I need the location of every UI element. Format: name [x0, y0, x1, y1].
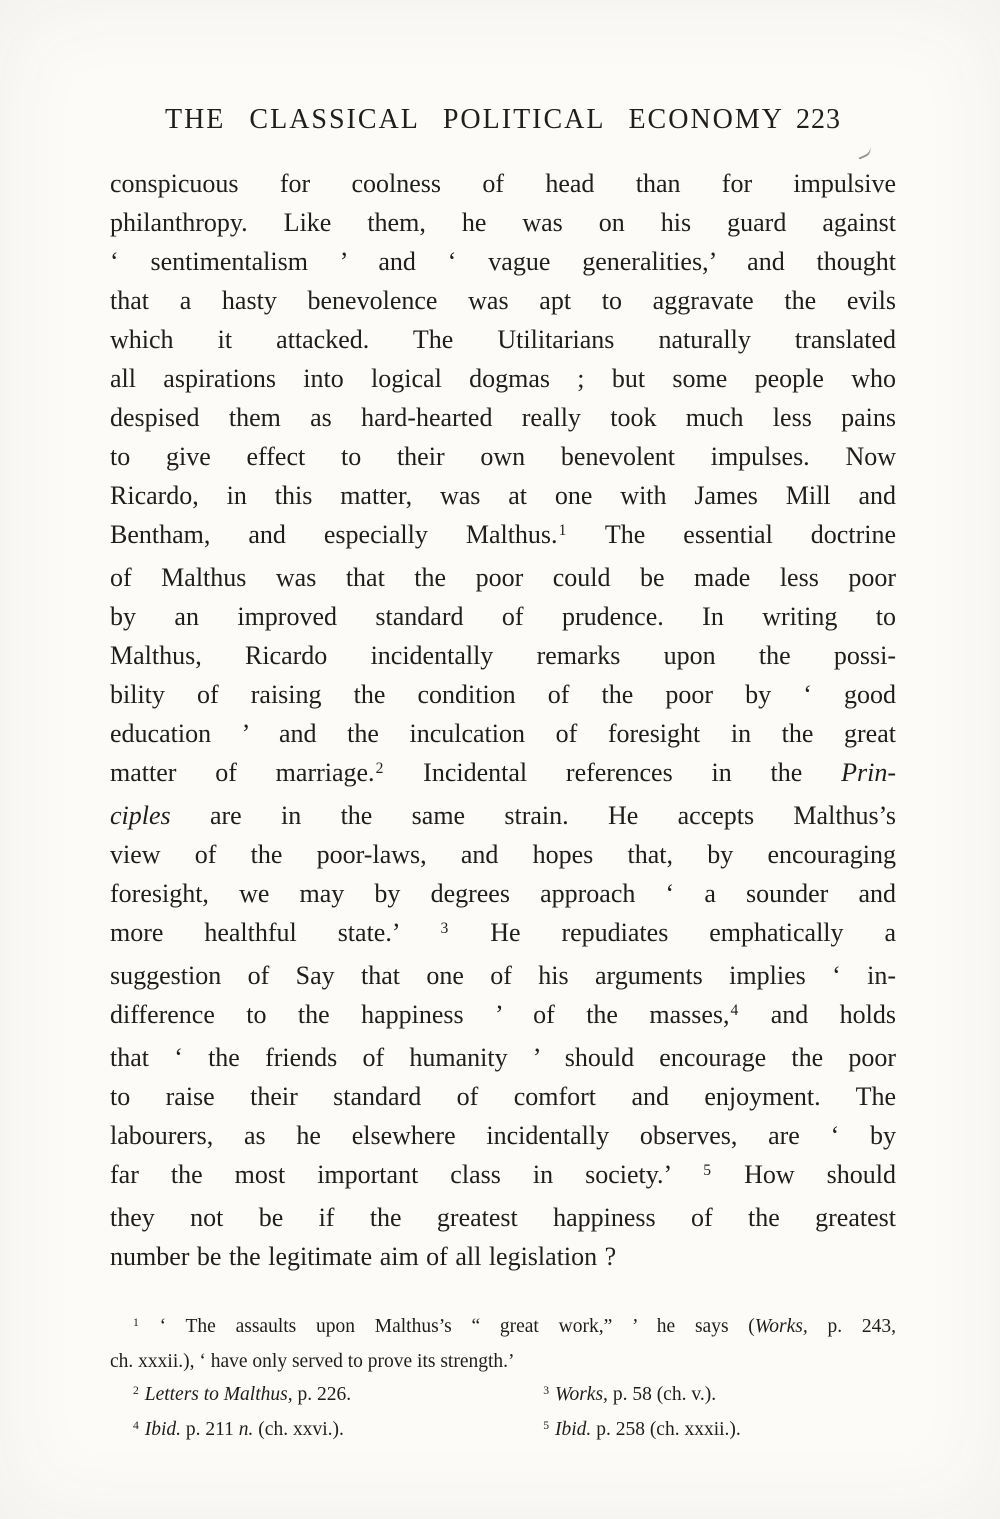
text-line	[110, 1116, 896, 1155]
footnote-ref: 4	[133, 1419, 139, 1433]
text-segment: (ch. xxvi.).	[253, 1419, 344, 1440]
header-title: THE CLASSICAL POLITICAL ECONOMY	[164, 104, 785, 135]
text-segment: conspicuous for coolness of head than for impulsive	[110, 169, 896, 198]
italic-text: Works,	[555, 1384, 608, 1405]
text-segment: bility of raising the condition of the poor by ‘ good	[110, 680, 896, 709]
text-segment: He repudiates emphatically a	[449, 918, 896, 947]
footnote-item	[110, 1378, 542, 1413]
text-segment: p. 58 (ch. v.).	[607, 1384, 717, 1405]
text-segment: that ‘ the friends of humanity ’ should encourage the poor	[110, 1043, 896, 1072]
footnote-item	[542, 1378, 716, 1413]
text-segment: more healthful state.’	[110, 918, 440, 947]
text-segment: The essential doctrine	[567, 520, 896, 549]
footnote-ref: 1	[558, 522, 567, 540]
text-segment: ‘ The assaults upon Malthus’s “ great work,” ’ he says (	[139, 1316, 755, 1337]
text-line	[110, 675, 896, 714]
footnote-item	[110, 1413, 542, 1448]
text-line	[110, 242, 896, 281]
footnote-item	[542, 1413, 741, 1448]
footnote-ref: 1	[133, 1316, 139, 1330]
footnote-ref: 5	[703, 1162, 712, 1180]
text-segment: ‘ sentimentalism ’ and ‘ vague generalities,’ and thought	[110, 247, 896, 276]
text-segment: Malthus, Ricardo incidentally remarks upon the possi-	[110, 641, 896, 670]
text-segment: they not be if the greatest happiness of the greatest	[110, 1203, 896, 1232]
footnote-line	[110, 1345, 896, 1378]
footnote-ref: 3	[440, 920, 449, 938]
text-line	[110, 281, 896, 320]
page-number: 223	[796, 104, 842, 135]
footnote-ref: 3	[543, 1384, 550, 1398]
text-line	[110, 796, 896, 835]
text-segment: p. 258 (ch. xxxii.).	[591, 1419, 741, 1440]
text-segment: ch. xxxii.), ‘ have only served to prove its strength.’	[110, 1351, 515, 1372]
text-line	[110, 956, 896, 995]
footnote-ref: 2	[375, 760, 384, 778]
text-segment: philanthropy. Like them, he was on his guard against	[110, 208, 896, 237]
footnote-line	[110, 1413, 896, 1448]
footnote-ref: 2	[133, 1384, 139, 1398]
text-segment: view of the poor-laws, and hopes that, by encouraging	[110, 840, 896, 869]
body-text	[110, 164, 896, 1276]
text-segment: Incidental references in the	[384, 758, 842, 787]
text-line	[110, 714, 896, 753]
text-line	[110, 913, 896, 956]
text-segment: of Malthus was that the poor could be made less poor	[110, 563, 896, 592]
text-line	[110, 476, 896, 515]
text-line	[110, 320, 896, 359]
text-line	[110, 597, 896, 636]
text-line	[110, 1038, 896, 1077]
text-segment: p. 211	[181, 1419, 239, 1440]
text-segment: Bentham, and especially Malthus.	[110, 520, 558, 549]
text-segment: far the most important class in society.’	[110, 1160, 703, 1189]
text-segment: and holds	[739, 1000, 896, 1029]
text-line	[110, 437, 896, 476]
text-segment: p. 243,	[807, 1316, 896, 1337]
page-header	[110, 104, 896, 136]
text-segment: despised them as hard-hearted really took much less pains	[110, 403, 896, 432]
text-segment: by an improved standard of prudence. In writing to	[110, 602, 896, 631]
footnote-ref: 5	[543, 1419, 550, 1433]
text-line	[110, 835, 896, 874]
text-segment: to give effect to their own benevolent impulses. Now	[110, 442, 896, 471]
italic-text: Prin-	[841, 758, 896, 787]
text-line	[110, 995, 896, 1038]
text-segment: p. 226.	[292, 1384, 352, 1405]
text-segment: education ’ and the inculcation of foresight in the great	[110, 719, 896, 748]
text-segment: all aspirations into logical dogmas ; but some people who	[110, 364, 896, 393]
text-segment: which it attacked. The Utilitarians naturally translated	[110, 325, 896, 354]
italic-text: Works,	[754, 1316, 808, 1337]
text-segment: that a hasty benevolence was apt to aggravate the evils	[110, 286, 896, 315]
text-line	[110, 164, 896, 203]
text-line	[110, 1155, 896, 1198]
text-segment: are in the same strain. He accepts Malthus’s	[170, 801, 896, 830]
text-segment: difference to the happiness ’ of the masses,	[110, 1000, 730, 1029]
text-line	[110, 515, 896, 558]
text-line	[110, 359, 896, 398]
text-segment: labourers, as he elsewhere incidentally observes, are ‘ by	[110, 1121, 896, 1150]
italic-text: Ibid.	[144, 1419, 182, 1440]
text-segment: matter of marriage.	[110, 758, 375, 787]
footnote-ref: 4	[730, 1002, 739, 1020]
text-segment: number be the legitimate aim of all legislation ?	[110, 1242, 617, 1271]
text-column	[110, 104, 896, 1448]
text-line	[110, 753, 896, 796]
text-line	[110, 1237, 896, 1276]
italic-text: Ibid.	[555, 1419, 592, 1440]
italic-text: ciples	[110, 801, 171, 830]
text-segment: How should	[712, 1160, 896, 1189]
text-segment: to raise their standard of comfort and enjoyment. The	[110, 1082, 896, 1111]
text-segment: suggestion of Say that one of his arguments implies ‘ in-	[110, 961, 896, 990]
italic-text: Letters to Malthus,	[144, 1384, 293, 1405]
text-line	[110, 558, 896, 597]
text-line	[110, 203, 896, 242]
text-segment: foresight, we may by degrees approach ‘ a sounder and	[110, 879, 896, 908]
text-line	[110, 874, 896, 913]
text-line	[110, 398, 896, 437]
text-line	[110, 1198, 896, 1237]
italic-text: n.	[238, 1419, 254, 1440]
text-line	[110, 636, 896, 675]
footnotes	[110, 1310, 896, 1448]
footnote-line	[110, 1378, 896, 1413]
text-line	[110, 1077, 896, 1116]
footnote-line	[110, 1310, 896, 1345]
text-segment: Ricardo, in this matter, was at one with James Mill and	[110, 481, 896, 510]
